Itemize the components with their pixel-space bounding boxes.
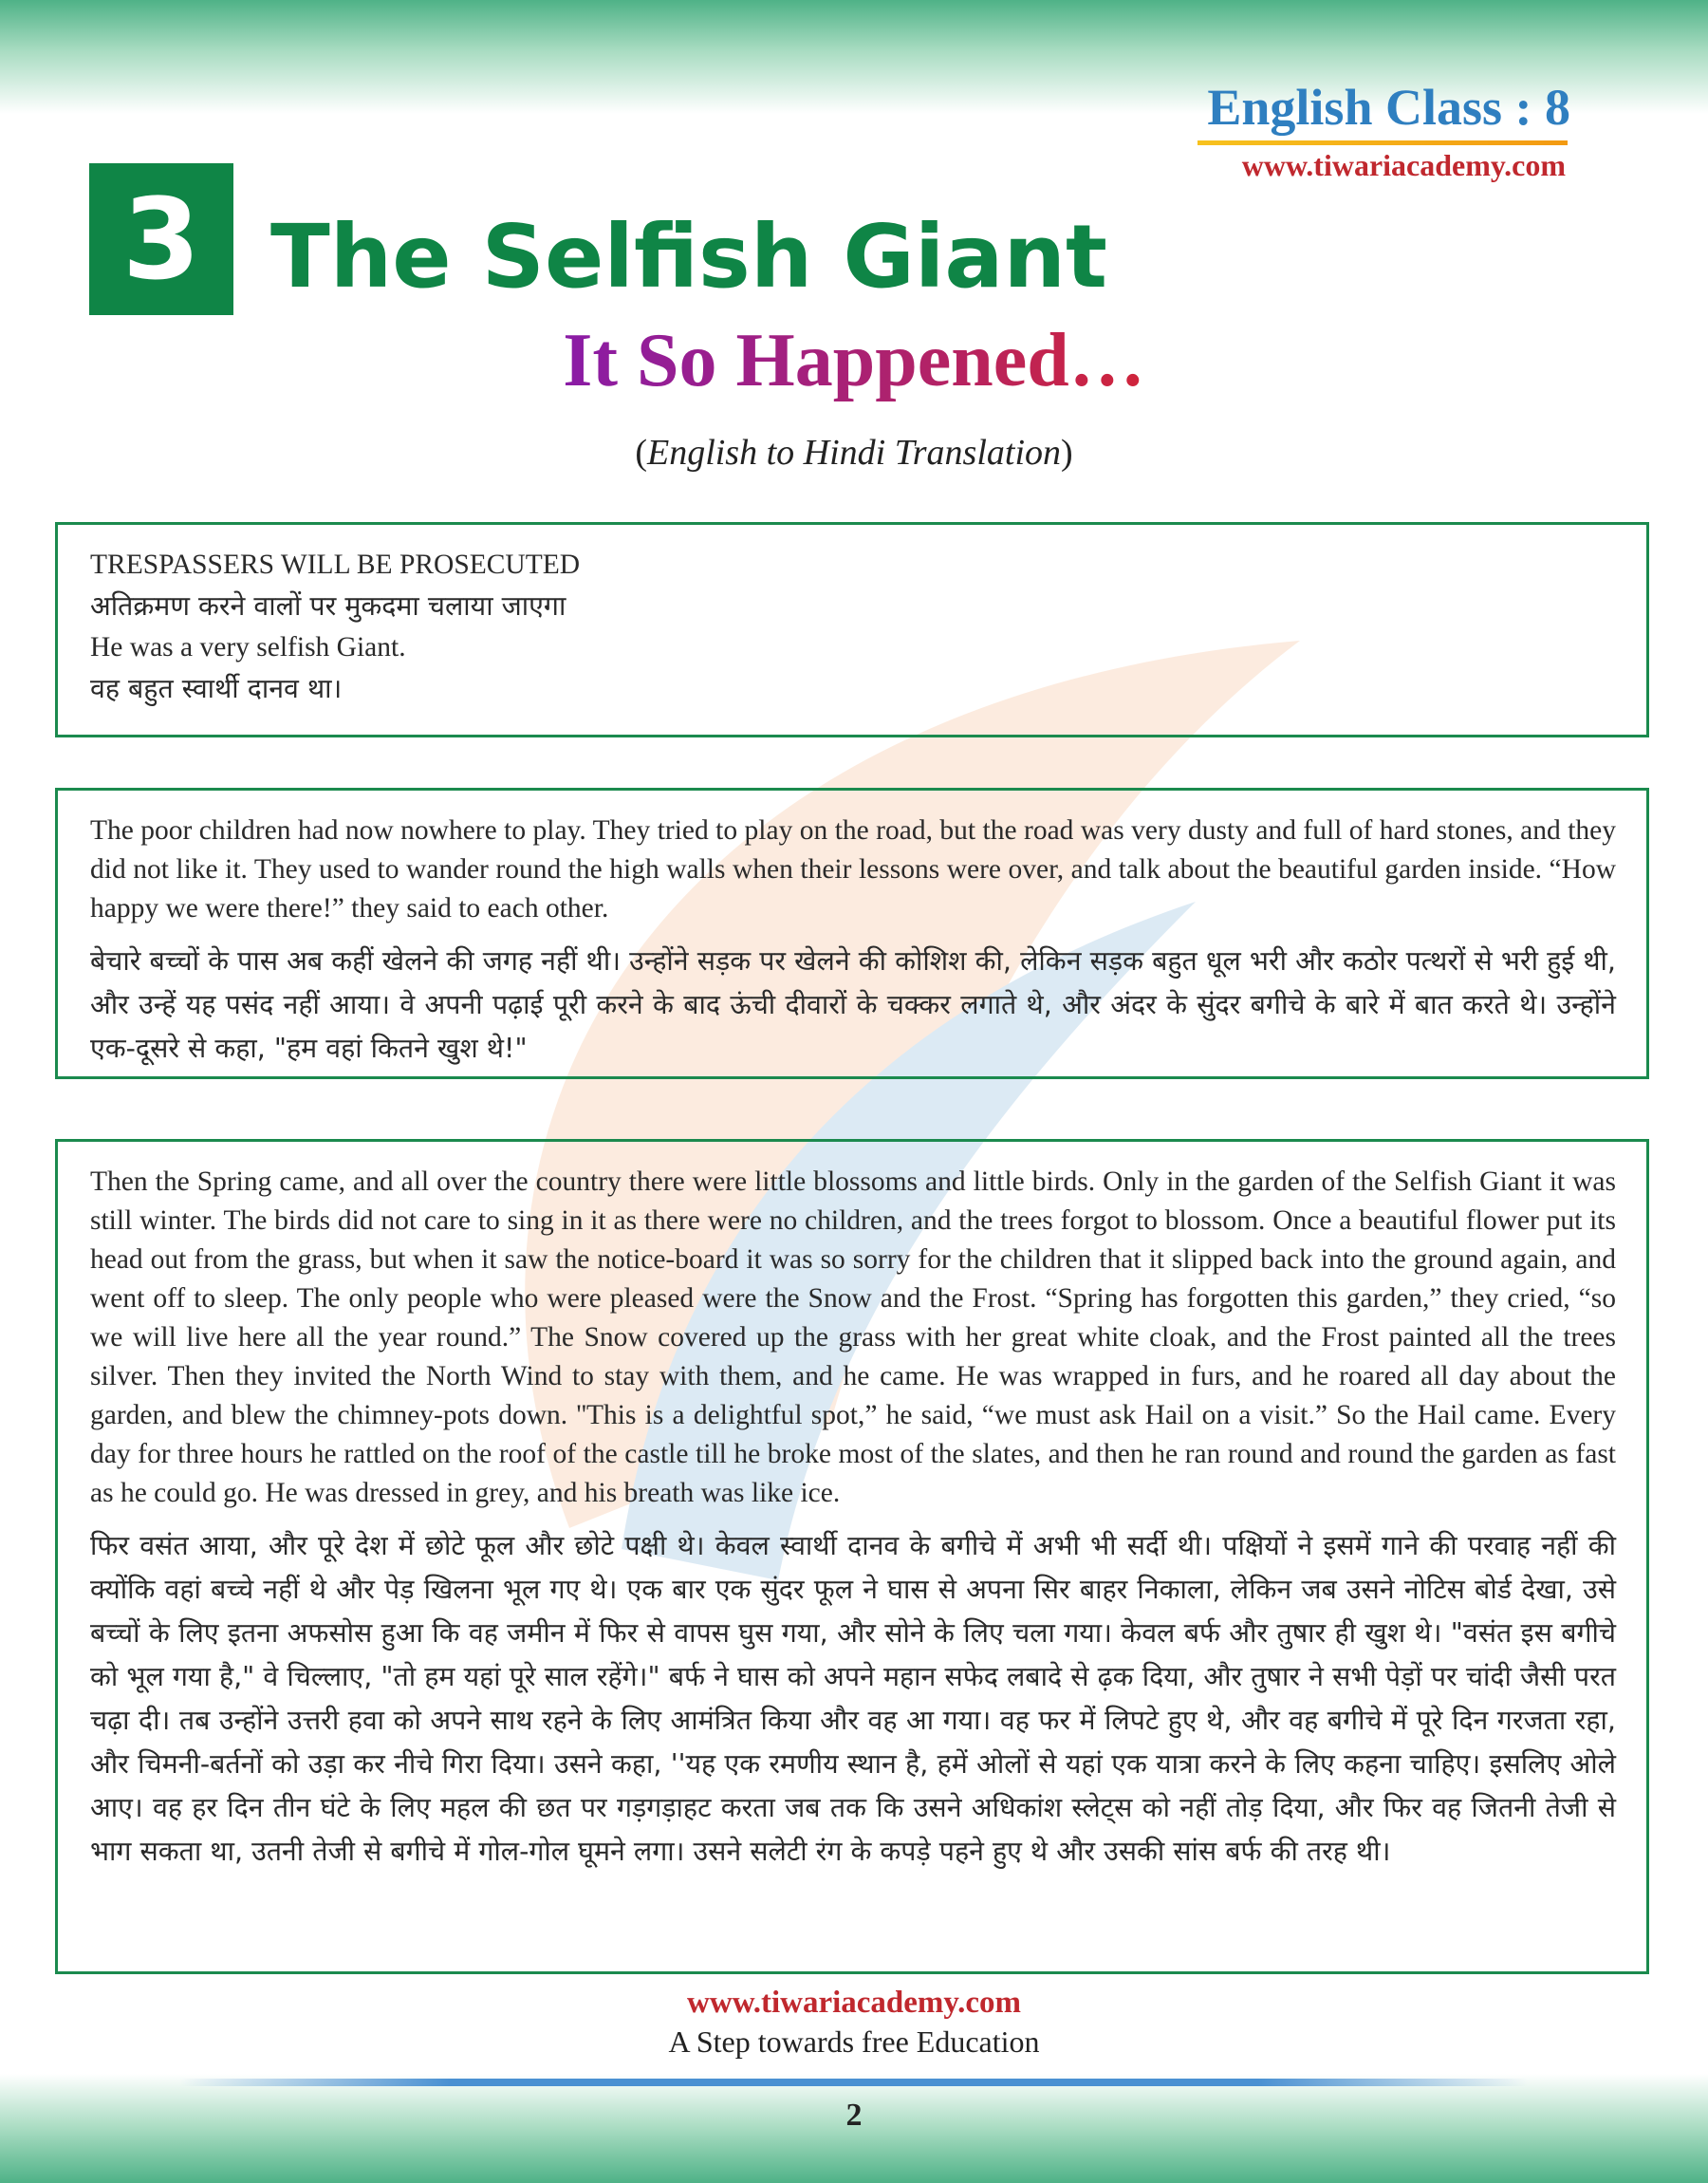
subtitle-close-paren: )	[1061, 433, 1073, 473]
page-number: 2	[845, 2098, 863, 2133]
subtitle	[0, 432, 1708, 474]
paragraph-hindi: फिर वसंत आया, और पूरे देश में छोटे फूल और छोटे पक्षी थे। केवल स्वार्थी दानव के बगीचे में अभी भी सर्दी थी। पक्षियों ने इसमें गाने की परवाह नहीं की क्योंकि वहां बच्चे नहीं थे और पेड़ खिलना भूल गए थे। एक बार एक सुंदर फूल ने घास से अपना सिर बाहर निकाला, लेकिन जब उसने नोटिस बोर्ड देखा, उसे बच्चों के लिए इतना अफसोस हुआ कि वह जमीन में फिर से वापस घुस गया, और सोने के लिए चला गया। केवल बर्फ और तुषार ही खुश थे। "वसंत इस बगीचे को भूल गया है," वे चिल्लाए, "तो हम यहां पूरे साल रहेंगे।" बर्फ ने घास को अपने महान सफेद लबादे से ढ़क दिया, और तुषार ने सभी पेड़ों पर चांदी जैसी परत चढ़ा दी। तब उन्होंने उत्तरी हवा को अपने साथ रहने के लिए आमंत्रित किया और वह आ गया। वह फर में लिपटे हुए थे, और वह बगीचे में पूरे दिन गरजता रहा, और चिमनी-बर्तनों को उड़ा कर नीचे गिरा दिया। उसने कहा, ''यह एक रमणीय स्थान है, हमें ओलों से यहां एक यात्रा करने के लिए कहना चाहिए। इसलिए ओले आए। वह हर दिन तीन घंटे के लिए महल की छत पर गड़गड़ाहट करता जब तक कि उसने अधिकांश स्लेट्स को नहीं तोड़ दिया, और फिर वह जितनी तेजी से भाग सकता था, उतनी तेजी से बगीचे में गोल-गोल घूमने लगा। उसने सलेटी रंग के कपड़े पहने हुए थे और उसकी सांस बर्फ की तरह थी।	[90, 1530, 1616, 1867]
chapter-number-badge: 3	[89, 163, 233, 315]
paragraph-box-spring	[55, 1139, 1649, 1974]
paragraph-english: The poor children had now nowhere to play. They tried to play on the road, but the road was very dusty and full of hard stones, and they did not like it. They used to wander round the high walls when their lessons were over, and talk about the beautiful garden inside. “How happy we were there!” they said to each other.	[90, 815, 1616, 924]
paragraph-box-children	[55, 788, 1649, 1079]
paragraph-hindi: बेचारे बच्चों के पास अब कहीं खेलने की जगह नहीं थी। उन्होंने सड़क पर खेलने की कोशिश की, लेकिन सड़क बहुत धूल भरी और कठोर पत्थरों से भरी हुई थी, और उन्हें यह पसंद नहीं आया। वे अपनी पढ़ाई पूरी करने के बाद ऊंची दीवारों के चक्कर लगाते थे, और अंदर के सुंदर बगीचे के बारे में बात करते थे। उन्होंने एक-दूसरे से कहा, "हम वहां कितने खुश थे!"	[90, 945, 1616, 1064]
header-site-url[interactable]: www.tiwariacademy.com	[1241, 148, 1566, 182]
chapter-title: The Selfish Giant	[270, 206, 1107, 308]
subtitle-text: English to Hindi Translation	[646, 433, 1062, 473]
subtitle-open-paren: (	[635, 433, 647, 473]
paragraph-english: Then the Spring came, and all over the country there were little blossoms and little birds. Only in the garden of the Selfish Giant it was still winter. The birds did not care to sing in it as there were no children, and the trees forgot to blossom. Once a beautiful flower put its head out from the grass, but when it saw the notice-board it was so sorry for the children that it slipped back into the ground again, and went off to sleep. The only people who were pleased were the Snow and the Frost. “Spring has forgotten this garden,” they cried, “so we will live here all the year round.” The Snow covered up the grass with her great white cloak, and the Frost painted all the trees silver. Then they invited the North Wind to stay with them, and he came. He was wrapped in furs, and he roared all day about the garden, and blew the chimney-pots down. ''This is a delightful spot,” he said, “we must ask Hail on a visit.” So the Hail came. Every day for three hours he rattled on the roof of the castle till he broke most of the slates, and then he ran round and round the garden as fast as he could go. He was dressed in grey, and his breath was like ice.	[90, 1166, 1616, 1508]
book-title-text: It So Happened…	[563, 319, 1145, 402]
book-title	[0, 319, 1708, 402]
footer-tagline: A Step towards free Education	[668, 2024, 1040, 2059]
class-title: English Class : 8	[1207, 79, 1570, 136]
notice-english: TRESPASSERS WILL BE PROSECUTED	[90, 550, 581, 580]
notice-hindi: अतिक्रमण करने वालों पर मुकदमा चलाया जाएगा	[90, 590, 566, 622]
footer-divider	[180, 2079, 1528, 2086]
giant-hindi: वह बहुत स्वार्थी दानव था।	[90, 673, 343, 704]
footer-site-url[interactable]: www.tiwariacademy.com	[687, 1986, 1021, 2020]
giant-english: He was a very selfish Giant.	[90, 632, 406, 662]
class-title-underline	[1197, 140, 1568, 145]
notice-box	[55, 522, 1649, 737]
